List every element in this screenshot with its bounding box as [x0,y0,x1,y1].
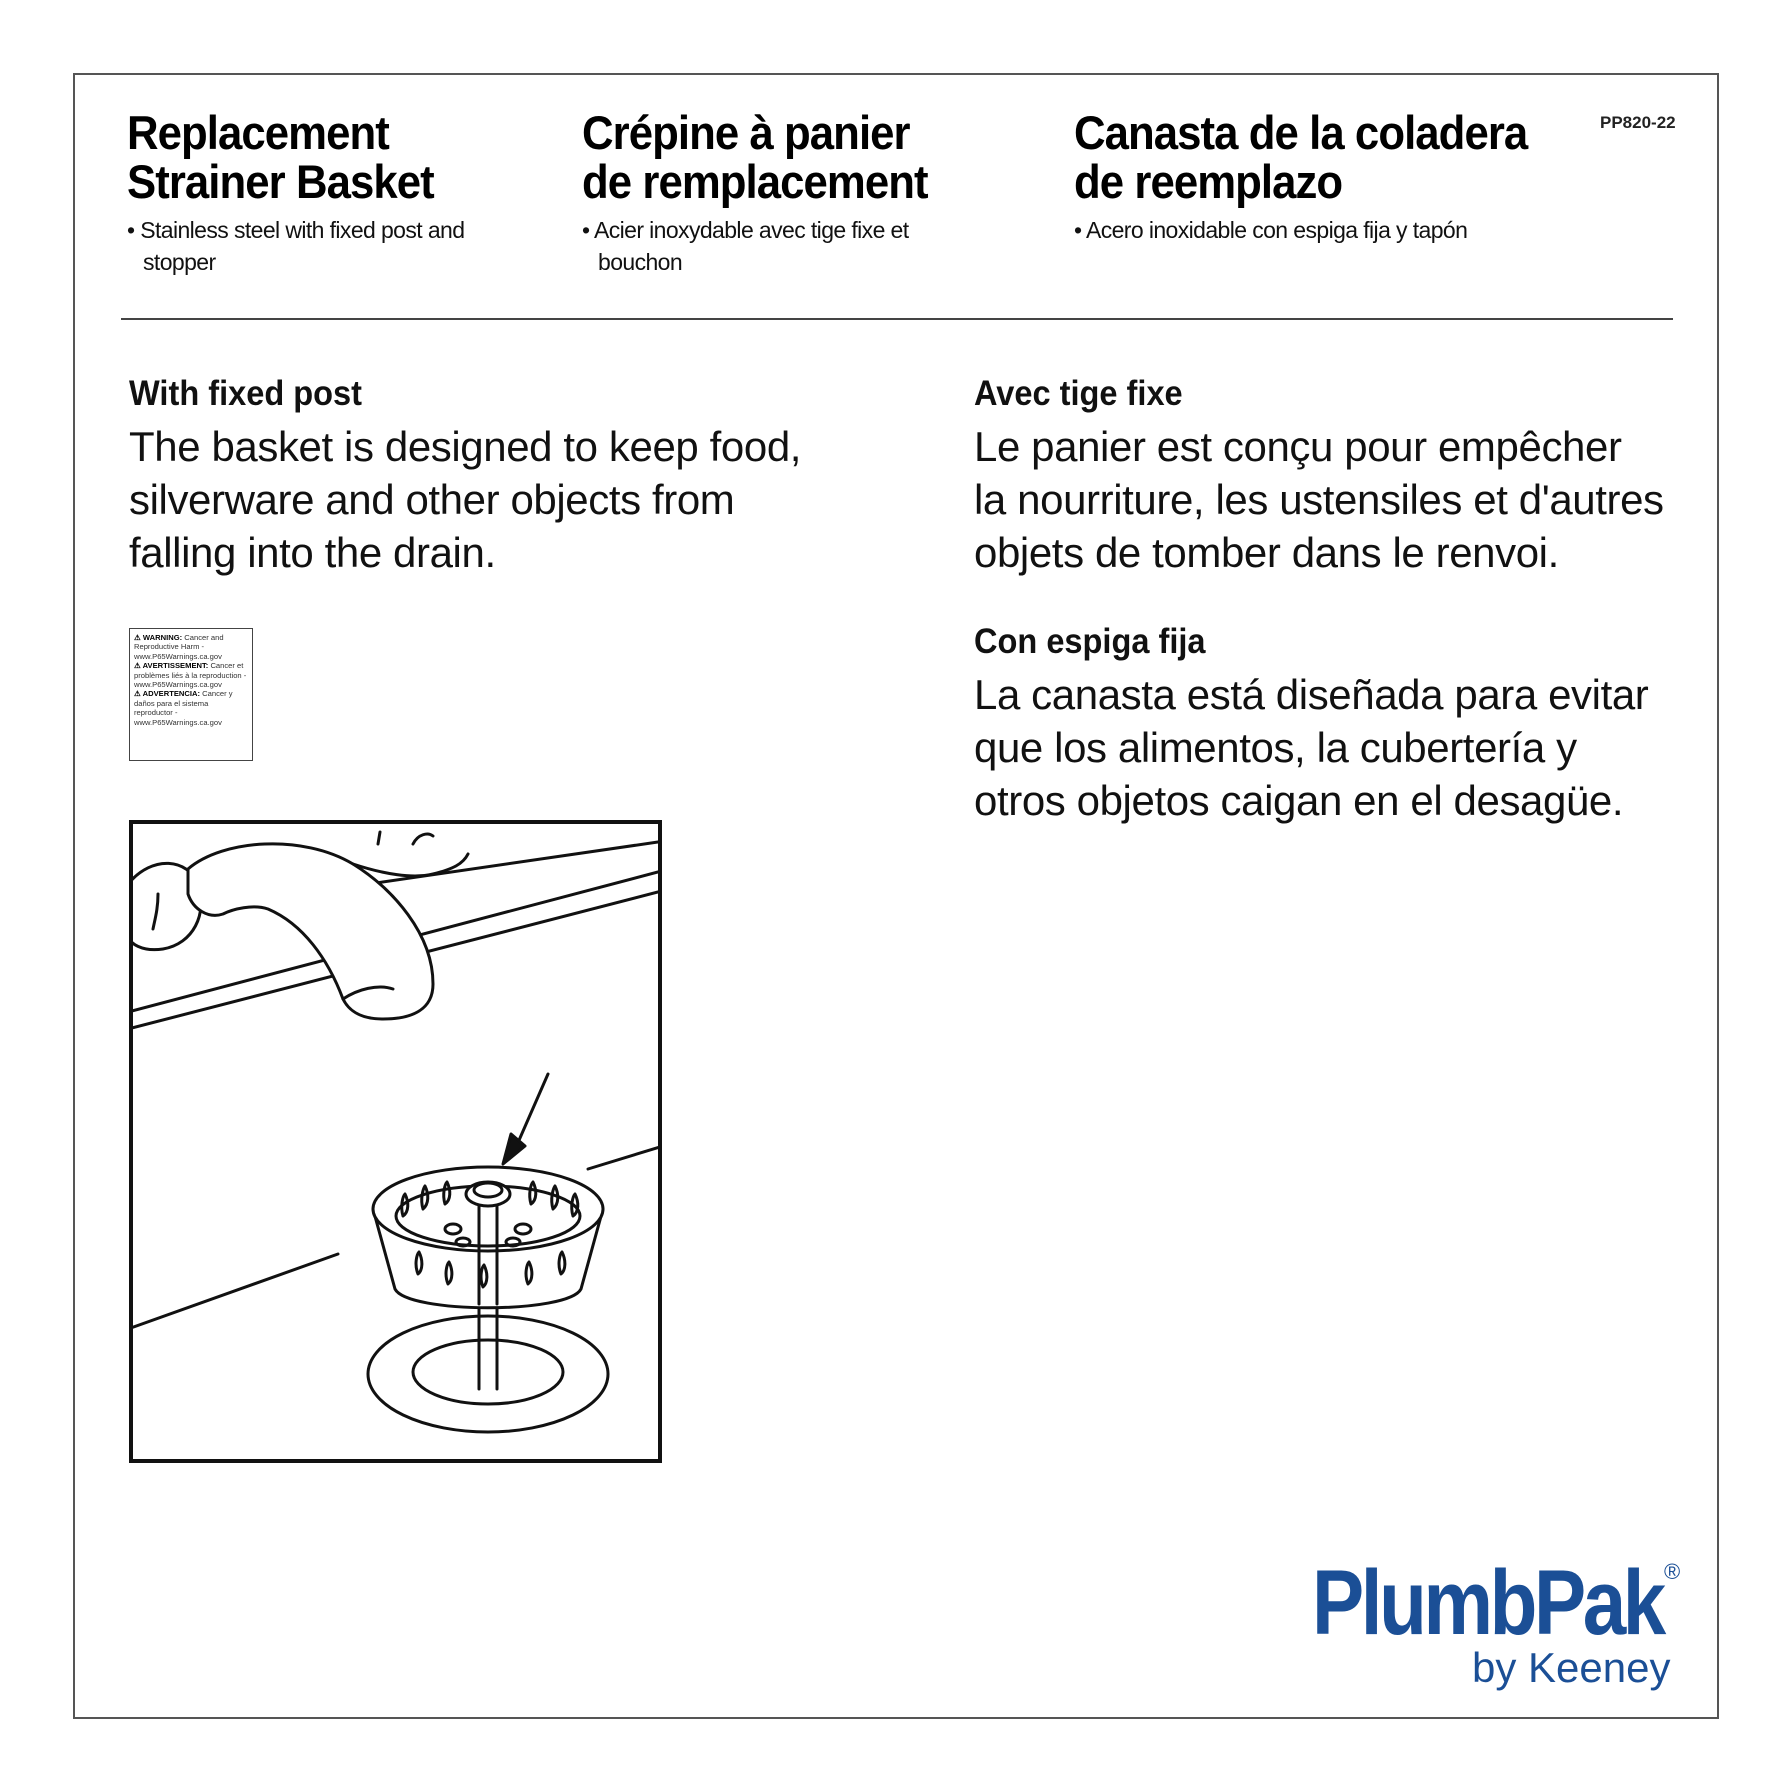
section-spanish-heading: Con espiga fija [974,622,1206,661]
avertissement-title: ⚠ AVERTISSEMENT: [134,661,209,671]
title-french-line1: Crépine à panier [582,106,910,159]
logo-registered-mark: ® [1664,1559,1681,1584]
section-english-heading: With fixed post [129,374,362,413]
bullet-spanish: • Acero inoxidable con espiga fija y tapón [1074,217,1468,243]
header-column-spanish [1074,108,1574,246]
bullet-french: • Acier inoxydable avec tige fixe et bouchon [582,217,909,275]
advertencia-text: Cancer y daños para el sistema reproductor - www.P65Warnings.ca.gov [134,689,233,727]
avertissement-text: Cancer et problèmes liés à la reproduction - www.P65Warnings.ca.gov [134,661,247,690]
logo-byline: by Keeney [1472,1644,1671,1691]
header-divider [121,318,1673,320]
illustration-drawing [133,824,658,1459]
header-column-french [582,108,1002,278]
section-english-body: The basket is designed to keep food, silverware and other objects from falling into the drain. [129,423,802,576]
warning-title: ⚠ WARNING: [134,633,183,642]
section-french-heading: Avec tige fixe [974,374,1183,413]
title-french-line2: de remplacement [582,155,928,208]
section-french [974,372,1664,579]
title-english-line1: Replacement [127,106,389,159]
sink-strainer-illustration [129,820,662,1463]
header-column-english [127,108,547,278]
title-english-line2: Strainer Basket [127,155,434,208]
title-spanish-line1: Canasta de la coladera [1074,106,1528,159]
section-french-body: Le panier est conçu pour empêcher la nourriture, les ustensiles et d'autres objets de tomber dans le renvoi. [974,423,1664,576]
plumbpak-logo [1312,1553,1692,1693]
product-code: PP820-22 [1600,113,1676,132]
section-spanish-body: La canasta está diseñada para evitar que los alimentos, la cubertería y otros objetos caigan en el desagüe. [974,671,1649,824]
prop65-warning-label [129,628,253,761]
title-spanish-line2: de reemplazo [1074,155,1343,208]
section-spanish [974,620,1674,827]
logo-brand: PlumbPak [1312,1552,1663,1654]
section-english [129,372,809,579]
bullet-english: • Stainless steel with fixed post and stopper [127,217,465,275]
advertencia-title: ⚠ ADVERTENCIA: [134,689,201,699]
warning-text: Cancer and Reproductive Harm - www.P65Warnings.ca.gov [134,633,224,661]
